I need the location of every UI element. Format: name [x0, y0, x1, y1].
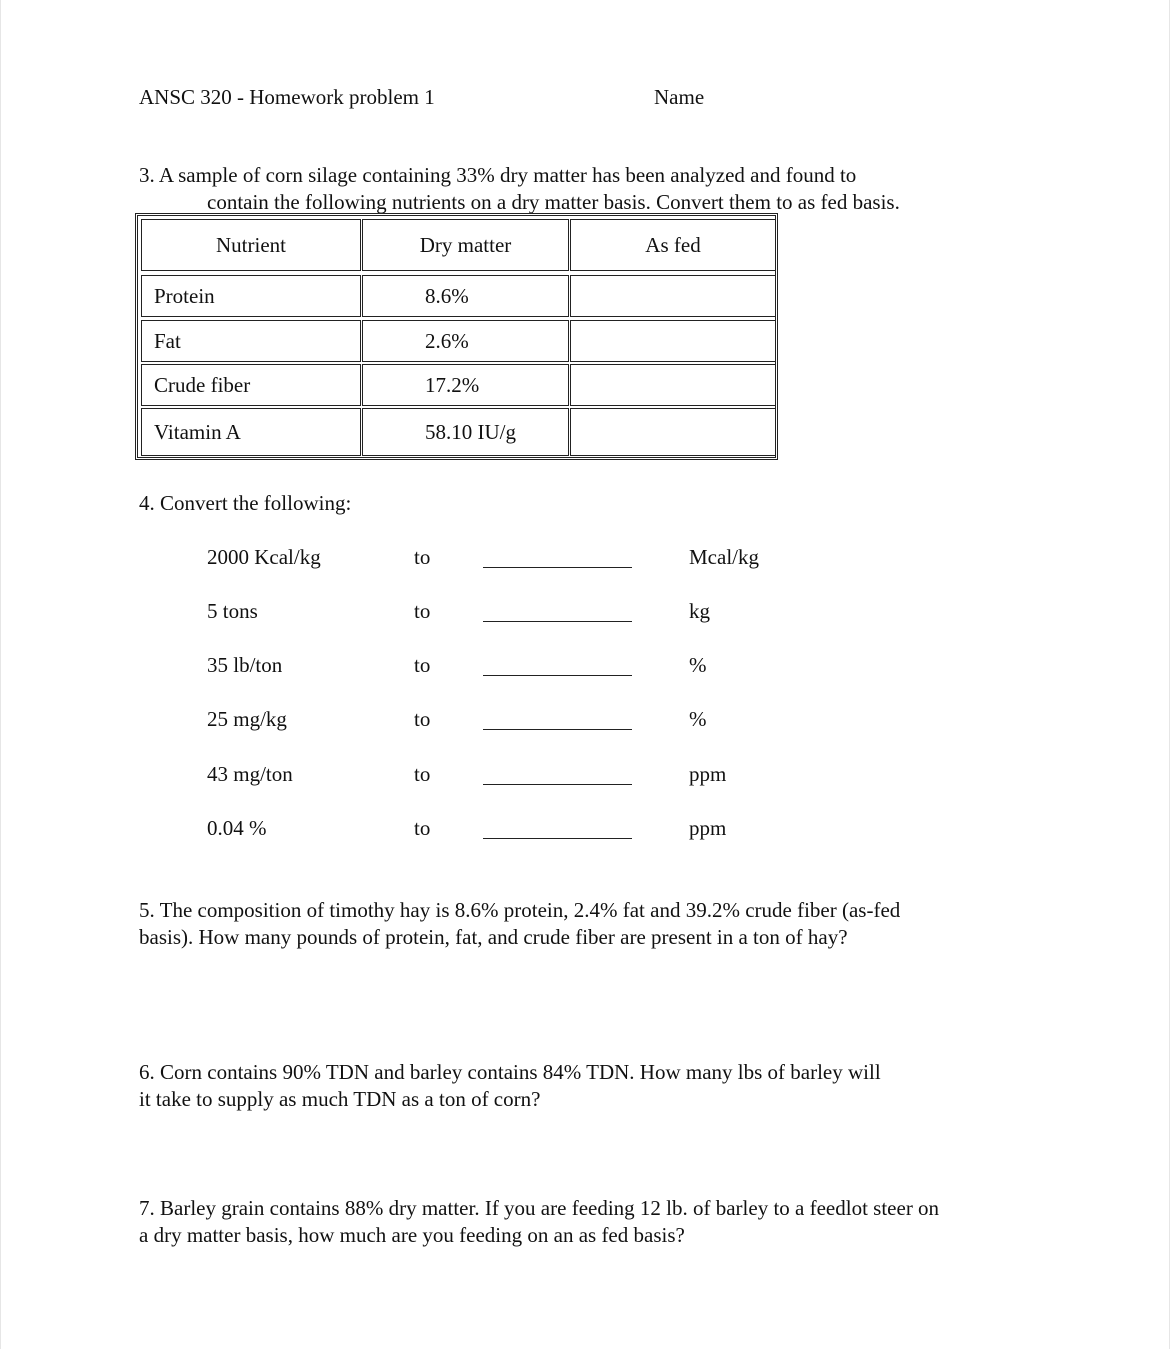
conversion-from: 2000 Kcal/kg — [207, 545, 321, 569]
answer-blank — [483, 784, 632, 785]
conversion-from: 25 mg/kg — [207, 707, 287, 731]
question-6-line-2: it take to supply as much TDN as a ton of corn? — [139, 1087, 541, 1111]
table-cell-nutrient: Fat — [141, 320, 361, 362]
conversion-from: 35 lb/ton — [207, 653, 283, 677]
table-header-as-fed: As fed — [570, 219, 776, 271]
table-cell-as-fed — [570, 275, 776, 317]
question-5-line-2: basis). How many pounds of protein, fat, and crude fiber are present in a ton of hay? — [139, 925, 848, 949]
answer-blank — [483, 675, 632, 676]
question-7-line-2: a dry matter basis, how much are you feeding on an as fed basis? — [139, 1223, 685, 1247]
question-3-line-1: 3. A sample of corn silage containing 33% dry matter has been analyzed and found to — [139, 163, 857, 187]
page-title: ANSC 320 - Homework problem 1 — [139, 85, 435, 109]
conversion-unit: % — [689, 707, 707, 731]
question-3-line-2: contain the following nutrients on a dry matter basis. Convert them to as fed basis. — [207, 190, 900, 214]
nutrient-table — [135, 213, 778, 460]
table-header-dry-matter: Dry matter — [362, 219, 569, 271]
table-cell-nutrient: Crude fiber — [141, 364, 361, 406]
table-cell-as-fed — [570, 408, 776, 456]
table-cell-nutrient: Vitamin A — [141, 408, 361, 456]
question-6-line-1: 6. Corn contains 90% TDN and barley contains 84% TDN. How many lbs of barley will — [139, 1060, 881, 1084]
conversion-to-word: to — [414, 707, 431, 731]
conversion-unit: ppm — [689, 816, 727, 840]
table-header-nutrient: Nutrient — [141, 219, 361, 271]
conversion-unit: ppm — [689, 762, 727, 786]
answer-blank — [483, 729, 632, 730]
table-cell-dry-matter: 58.10 IU/g — [362, 408, 569, 456]
table-cell-nutrient: Protein — [141, 275, 361, 317]
conversion-to-word: to — [414, 653, 431, 677]
conversion-to-word: to — [414, 762, 431, 786]
conversion-to-word: to — [414, 545, 431, 569]
conversion-unit: kg — [689, 599, 710, 623]
table-cell-dry-matter: 17.2% — [362, 364, 569, 406]
conversion-from: 0.04 % — [207, 816, 267, 840]
conversion-from: 43 mg/ton — [207, 762, 293, 786]
question-7-line-1: 7. Barley grain contains 88% dry matter. If you are feeding 12 lb. of barley to a feedlot steer on — [139, 1196, 940, 1220]
table-cell-as-fed — [570, 320, 776, 362]
name-label: Name — [654, 85, 705, 109]
answer-blank — [483, 621, 632, 622]
table-cell-as-fed — [570, 364, 776, 406]
conversion-to-word: to — [414, 816, 431, 840]
question-4-prompt: 4. Convert the following: — [139, 491, 352, 515]
answer-blank — [483, 838, 632, 839]
conversion-unit: Mcal/kg — [689, 545, 759, 569]
conversion-from: 5 tons — [207, 599, 258, 623]
table-cell-dry-matter: 8.6% — [362, 275, 569, 317]
answer-blank — [483, 567, 632, 568]
table-cell-dry-matter: 2.6% — [362, 320, 569, 362]
conversion-to-word: to — [414, 599, 431, 623]
question-5-line-1: 5. The composition of timothy hay is 8.6% protein, 2.4% fat and 39.2% crude fiber (as-fed — [139, 898, 901, 922]
conversion-unit: % — [689, 653, 707, 677]
